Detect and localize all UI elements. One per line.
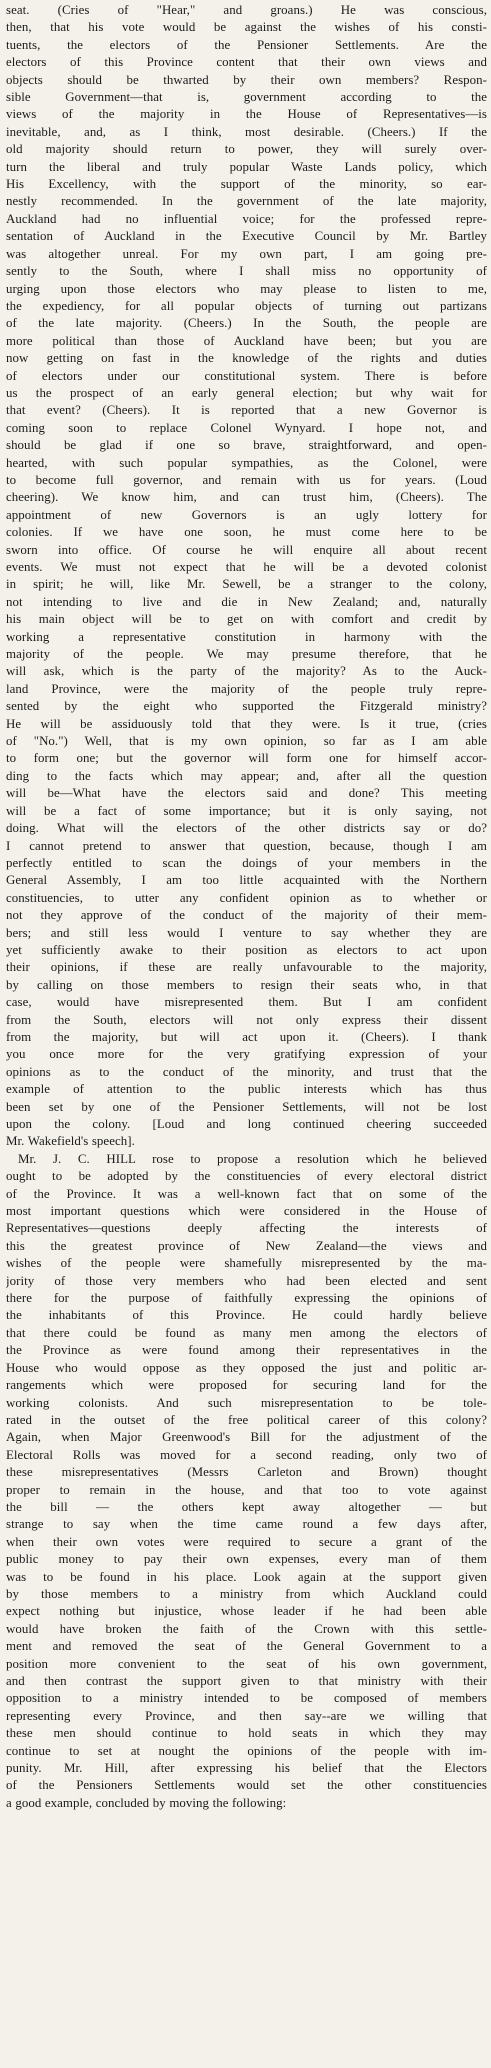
text-line: jority of those very members who had been elected and sent <box>6 1273 487 1288</box>
text-line: His Excellency, with the support of the minority, so ear- <box>6 177 487 192</box>
text-line: you once more for the very gratifying expression of your <box>6 1047 487 1062</box>
text-line: more political than those of Auckland have been; but you are <box>6 333 487 348</box>
text-line: coming soon to replace Colonel Wynyard. I hope not, and <box>6 420 487 435</box>
text-line: working a representative constitution in harmony with the <box>6 629 487 644</box>
text-line: of the Pensioners Settlements would set the other constituencies <box>6 1778 487 1793</box>
text-line: sentation of Auckland in the Executive Council by Mr. Bartley <box>6 229 487 244</box>
text-line: of "No.") Well, that is my own opinion, so far as I am able <box>6 734 487 749</box>
text-line: turn the liberal and truly popular Waste Lands policy, which <box>6 159 487 174</box>
text-line: should be glad if one so brave, straightforward, and open- <box>6 438 487 453</box>
text-line: to become full governor, and remain with us for years. (Loud <box>6 472 487 487</box>
text-line: yet sufficiently awake to their position as electors to act upon <box>6 942 487 957</box>
text-line: then, that his vote would be against the wishes of his consti- <box>6 20 487 35</box>
text-line: Auckland had no influential voice; for the professed repre- <box>6 211 487 226</box>
text-line: that there could be found as many men among the electors of <box>6 1325 487 1340</box>
text-line: their opinions, if these are really unfavourable to the majority, <box>6 960 487 975</box>
text-line: Mr. J. C. HILL rose to propose a resolution which he believed <box>18 1151 487 1166</box>
text-line: there for the purpose of faithfully expressing the opinions of <box>6 1291 487 1306</box>
text-line: example of attention to the public interests which has thus <box>6 1082 487 1097</box>
text-line: upon the colony. [Loud and long continued cheering succeeded <box>6 1117 487 1131</box>
text-line: by calling on those members to resign their seats who, in that <box>6 977 487 992</box>
text-line: a good example, concluded by moving the following: <box>6 1795 287 1810</box>
text-line: the Province as were found among their representatives in the <box>6 1343 487 1358</box>
text-line: of the late majority. (Cheers.) In the South, the people are <box>6 316 487 331</box>
text-line: his main object will be to get on with comfort and credit by <box>6 612 487 627</box>
text-line: cheering). We know him, and can trust him, (Cheers). The <box>6 490 487 505</box>
text-line: sible Government—that is, government according to the <box>6 90 487 105</box>
text-line: constituencies, to utter any confident opinion as to whether or <box>6 890 487 905</box>
text-line: will be—What have the electors said and done? This meeting <box>6 786 487 801</box>
text-line: rangements which were proposed for securing land for the <box>6 1378 487 1393</box>
text-line: Electoral Rolls was moved for a second reading, only two of <box>6 1447 487 1462</box>
text-line: I cannot pretend to answer that question, because, though I am <box>6 838 487 853</box>
text-line: not intending to live and die in New Zealand; and, naturally <box>6 594 487 609</box>
text-line: urging upon those electors who may please to listen to me, <box>6 281 487 296</box>
text-line: seat. (Cries of "Hear," and groans.) He was conscious, <box>6 3 487 17</box>
text-line: the bill — the others kept away altogether — but <box>6 1499 487 1514</box>
text-line: majority of the people. We may presume therefore, that he <box>6 647 487 662</box>
text-line: continue to set at nought the opinions of the people with im- <box>6 1743 487 1758</box>
text-line: case, would have misrepresented them. But I am confident <box>6 995 487 1010</box>
text-line: appointment of new Governors is an ugly lottery for <box>6 507 487 522</box>
text-line: colonies. If we have one soon, he must come here to be <box>6 525 487 540</box>
text-line: of electors under our constitutional system. There is before <box>6 368 487 383</box>
text-line: punity. Mr. Hill, after expressing his belief that the Electors <box>6 1761 487 1776</box>
text-line: the inhabitants of this Province. He could hardly believe <box>6 1308 487 1323</box>
text-line: old majority should return to power, they will surely over- <box>6 142 487 157</box>
text-line: that event? (Cheers). It is reported that a new Governor is <box>6 403 487 418</box>
text-line: expect nothing but injustice, whose leader if he had been able <box>6 1604 487 1619</box>
text-line: when their own votes were required to secure a grant of the <box>6 1534 487 1549</box>
text-line: land Province, were the majority of the people truly repre- <box>6 681 487 696</box>
text-line: working colonists. And such misrepresentation to be tole- <box>6 1395 487 1410</box>
text-line: objects should be thwarted by their own members? Respon- <box>6 72 487 87</box>
text-line: position more convenient to the seat of his own government, <box>6 1656 487 1671</box>
text-line: to form one; but the governor will form one for himself accor- <box>6 751 487 766</box>
text-line: not they approve of the conduct of the majority of their mem- <box>6 908 487 923</box>
text-line: bers; and still less would I venture to say whether they are <box>6 925 487 940</box>
text-line: inevitable, and, as I think, most desirable. (Cheers.) If the <box>6 124 487 139</box>
text-line: Representatives—questions deeply affecting the interests of <box>6 1221 487 1236</box>
text-line: Again, when Major Greenwood's Bill for the adjustment of the <box>6 1430 487 1445</box>
text-line: now getting on fast in the knowledge of the rights and duties <box>6 351 487 366</box>
paragraph-wakefield-speech <box>6 2 487 1151</box>
text-line: these misrepresentatives (Messrs Carleton and Brown) thought <box>6 1465 487 1480</box>
text-line: hearted, with such popular sympathies, as the Colonel, were <box>6 455 487 470</box>
text-line: nestly recommended. In the government of the late majority, <box>6 194 487 209</box>
text-line: sented by the eight who supported the Fitzgerald ministry? <box>6 699 487 714</box>
text-line: rated in the outset of the free political career of this colony? <box>6 1412 487 1427</box>
text-line: will be a fact of some importance; but it is only saying, not <box>6 803 487 818</box>
text-line: views of the majority in the House of Representatives—is <box>6 107 487 122</box>
text-line: sworn into office. Of course he will enquire all about recent <box>6 542 487 557</box>
text-line: this the greatest province of New Zealand—the views and <box>6 1238 487 1253</box>
text-line: opinions as to the conduct of the minority, and trust that the <box>6 1064 487 1079</box>
text-line: Mr. Wakefield's speech]. <box>6 1134 135 1149</box>
text-line: opposition to a ministry intended to be composed of members <box>6 1691 487 1706</box>
text-line: by those members to a ministry from which Auckland could <box>6 1586 487 1601</box>
text-line: events. We must not expect that he will be a devoted colonist <box>6 560 487 574</box>
text-line: these men should continue to hold seats in which they may <box>6 1726 487 1741</box>
text-line: will ask, which is the party of the majority? As to the Auck- <box>6 664 487 679</box>
text-line: was altogether unreal. For my own part, I am going pre- <box>6 246 487 261</box>
text-line: perfectly entitled to scan the doings of your members in the <box>6 855 487 870</box>
text-line: electors of this Province content that their own views and <box>6 55 487 70</box>
text-line: wishes of the people were shamefully misrepresented by the ma- <box>6 1256 487 1271</box>
text-line: doing. What will the electors of the other districts say or do? <box>6 821 487 836</box>
text-line: representing every Province, and then say--are we willing that <box>6 1708 487 1723</box>
text-line: the expediency, for all popular objects of turning out partizans <box>6 298 487 313</box>
text-line: and then contrast the support given to that ministry with their <box>6 1674 487 1688</box>
text-line: proper to remain in the house, and that too to vote against <box>6 1482 487 1497</box>
text-line: been set by one of the Pensioner Settlements, will not be lost <box>6 1099 487 1114</box>
text-line: strange to say when the time came round a few days after, <box>6 1517 487 1532</box>
text-line: House who would oppose as they opposed the just and politic ar- <box>6 1360 487 1375</box>
text-line: us the prospect of an early general election; but why wait for <box>6 385 487 400</box>
text-line: would have broken the faith of the Crown with this settle- <box>6 1621 487 1636</box>
text-line: General Assembly, I am too little acquainted with the Northern <box>6 873 487 888</box>
text-line: ought to be adopted by the constituencies of every electoral district <box>6 1169 487 1184</box>
text-line: public money to pay their own expenses, every man of them <box>6 1552 487 1567</box>
text-line: He will be assiduously told that they were. Is it true, (cries <box>6 716 487 731</box>
paragraph-hill-resolution <box>6 1151 487 1812</box>
text-line: in spirit; he will, like Mr. Sewell, be a stranger to the colony, <box>6 577 487 592</box>
text-line: of the Province. It was a well-known fact that on some of the <box>6 1186 487 1201</box>
text-line: most important questions which were considered in the House of <box>6 1204 487 1219</box>
text-line: tuents, the electors of the Pensioner Settlements. Are the <box>6 37 487 52</box>
text-line: was to be found in his place. Look again at the support given <box>6 1569 487 1584</box>
text-line: from the majority, but will act upon it. (Cheers). I thank <box>6 1029 487 1044</box>
text-line: ment and removed the seat of the General Government to a <box>6 1639 487 1654</box>
text-line: sently to the South, where I shall miss no opportunity of <box>6 264 487 279</box>
text-line: from the South, electors will not only express their dissent <box>6 1012 487 1027</box>
text-line: ding to the facts which may appear; and, after all the question <box>6 768 487 783</box>
